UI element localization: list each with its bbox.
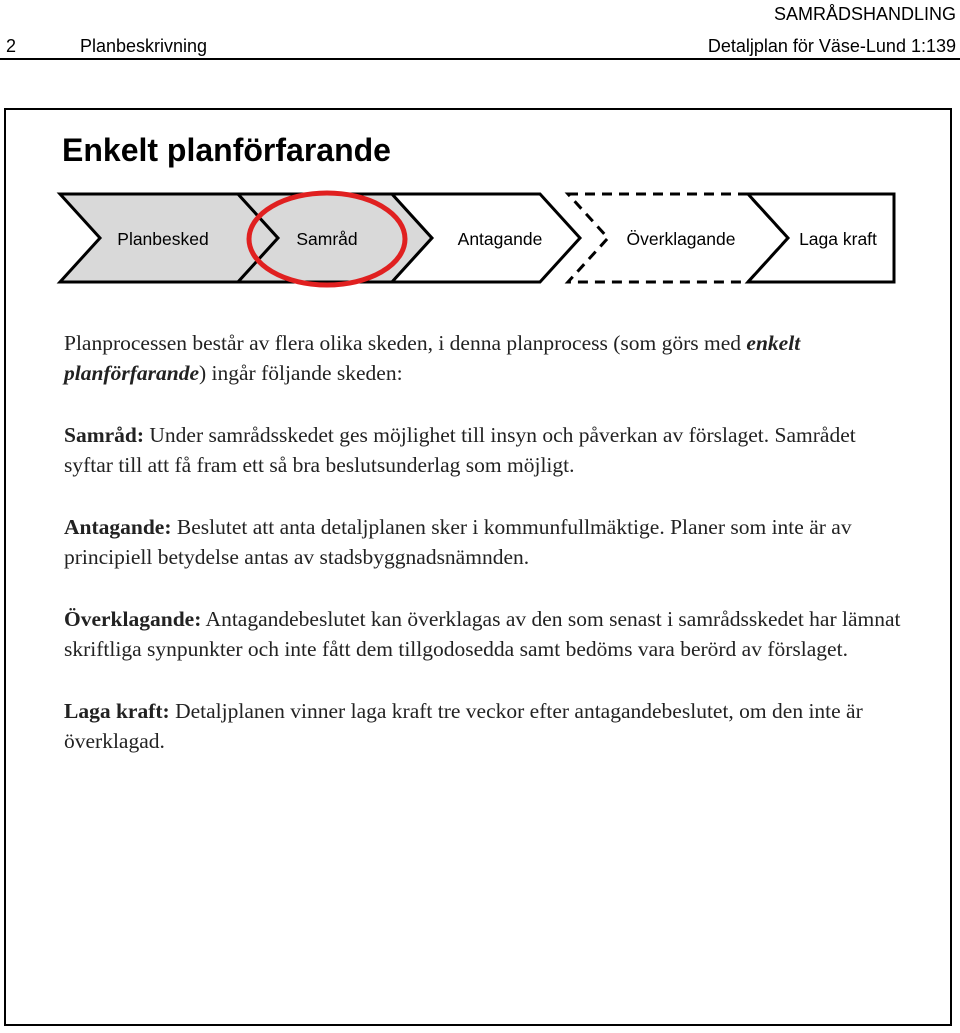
intro-emphasis: enkelt planförfarande bbox=[64, 331, 801, 385]
stage-text: Detaljplanen vinner laga kraft tre veckor efter antagandebeslutet, om den inte är överklagad. bbox=[64, 699, 863, 753]
step-label: Planbesked bbox=[117, 229, 209, 249]
header-status: SAMRÅDSHANDLING bbox=[773, 4, 956, 24]
stage-text: Under samrådsskedet ges möjlighet till insyn och påverkan av förslaget. Samrådet syftar till att få fram ett så bra beslutsunderlag som möjligt. bbox=[64, 423, 856, 477]
stage-text: Beslutet att anta detaljplanen sker i kommunfullmäktige. Planer som inte är av principiell betydelse antas av stadsbyggnadsnämnden. bbox=[64, 515, 852, 569]
intro-paragraph bbox=[64, 328, 904, 388]
page-number: 2 bbox=[6, 36, 17, 56]
stage-laga-kraft bbox=[64, 696, 904, 756]
step-label: Antagande bbox=[457, 229, 543, 249]
step-label: Laga kraft bbox=[799, 229, 877, 249]
page-title: Enkelt planförfarande bbox=[62, 132, 391, 168]
step-label: Samråd bbox=[296, 229, 358, 249]
process-diagram bbox=[0, 186, 960, 290]
stage-antagande bbox=[64, 512, 904, 572]
body-text bbox=[64, 328, 904, 788]
process-step-overklagande bbox=[568, 194, 788, 282]
stage-term: Antagande: bbox=[64, 515, 172, 539]
step-label: Överklagande bbox=[626, 229, 736, 249]
intro-post: ) ingår följande skeden: bbox=[198, 361, 403, 385]
process-step-planbesked bbox=[60, 194, 278, 282]
header-section: Planbeskrivning bbox=[80, 36, 208, 56]
stage-samrad bbox=[64, 420, 904, 480]
stage-term: Laga kraft: bbox=[64, 699, 170, 723]
header-plan-title: Detaljplan för Väse-Lund 1:139 bbox=[707, 36, 956, 56]
stage-overklagande bbox=[64, 604, 904, 664]
stage-term: Överklagande: bbox=[64, 607, 202, 631]
stage-text: Antagandebeslutet kan överklagas av den som senast i samrådsskedet har lämnat skriftliga synpunkter och inte fått dem tillgodosedda samt bedöms vara berörd av förslaget. bbox=[64, 607, 901, 661]
intro-pre: Planprocessen består av flera olika skeden, i denna planprocess (som görs med bbox=[64, 331, 747, 355]
stage-term: Samråd: bbox=[64, 423, 145, 447]
header-rule bbox=[0, 58, 960, 60]
